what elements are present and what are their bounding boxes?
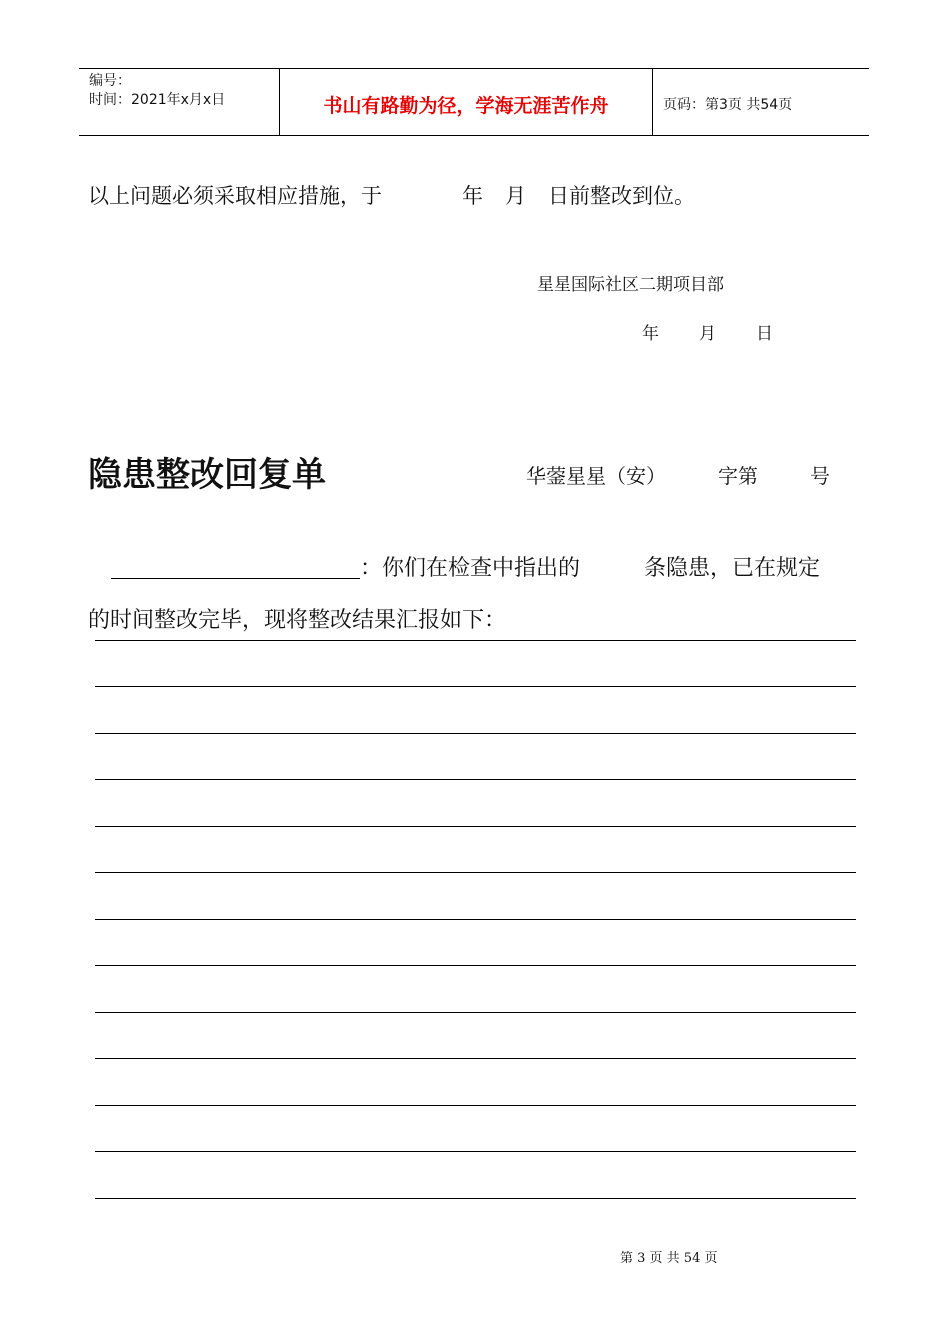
writing-line[interactable] — [95, 872, 856, 873]
writing-line[interactable] — [95, 686, 856, 687]
deadline-sentence — [88, 180, 695, 210]
sign-date — [642, 319, 773, 344]
header-meta — [79, 69, 280, 135]
document-number — [526, 460, 830, 489]
header-motto: 书山有路勤为径，学海无涯苦作舟 — [280, 69, 653, 135]
number-label: 编号： — [89, 73, 131, 89]
intro-part2: 条隐患，已在规定 — [644, 556, 821, 581]
writing-line[interactable] — [95, 965, 856, 966]
sign-day: 日 — [756, 324, 773, 344]
writing-line[interactable] — [95, 1012, 856, 1013]
doc-suffix: 号 — [810, 464, 830, 488]
page-footer: 第 3 页 共 54 页 — [620, 1251, 718, 1266]
intro-line-1 — [360, 551, 820, 582]
writing-line[interactable] — [95, 919, 856, 920]
intro-line-2: 的时间整改完毕，现将整改结果汇报如下： — [88, 608, 507, 633]
document-header — [79, 68, 869, 136]
sign-year: 年 — [642, 324, 659, 344]
organization-name: 星星国际社区二期项目部 — [537, 275, 724, 295]
deadline-month: 月 — [505, 184, 526, 208]
writing-line[interactable] — [95, 1198, 856, 1199]
writing-line[interactable] — [95, 1151, 856, 1152]
deadline-suffix: 日前整改到位。 — [548, 184, 695, 208]
writing-line[interactable] — [95, 1058, 856, 1059]
writing-line[interactable] — [95, 640, 856, 641]
deadline-year: 年 — [462, 184, 483, 208]
writing-line[interactable] — [95, 826, 856, 827]
sign-month: 月 — [699, 324, 716, 344]
intro-part1: ：你们在检查中指出的 — [360, 556, 581, 581]
writing-line[interactable] — [95, 1105, 856, 1106]
form-title: 隐患整改回复单 — [88, 455, 326, 495]
writing-line[interactable] — [95, 733, 856, 734]
recipient-blank[interactable] — [111, 578, 360, 579]
deadline-prefix: 以上问题必须采取相应措施，于 — [88, 184, 382, 208]
header-page-code: 页码：第3页 共54页 — [663, 97, 793, 113]
time-label: 时间：2021年x月x日 — [89, 92, 226, 108]
doc-prefix: 华蓥星星（安） — [526, 464, 666, 488]
doc-mid: 字第 — [718, 464, 758, 488]
writing-line[interactable] — [95, 779, 856, 780]
